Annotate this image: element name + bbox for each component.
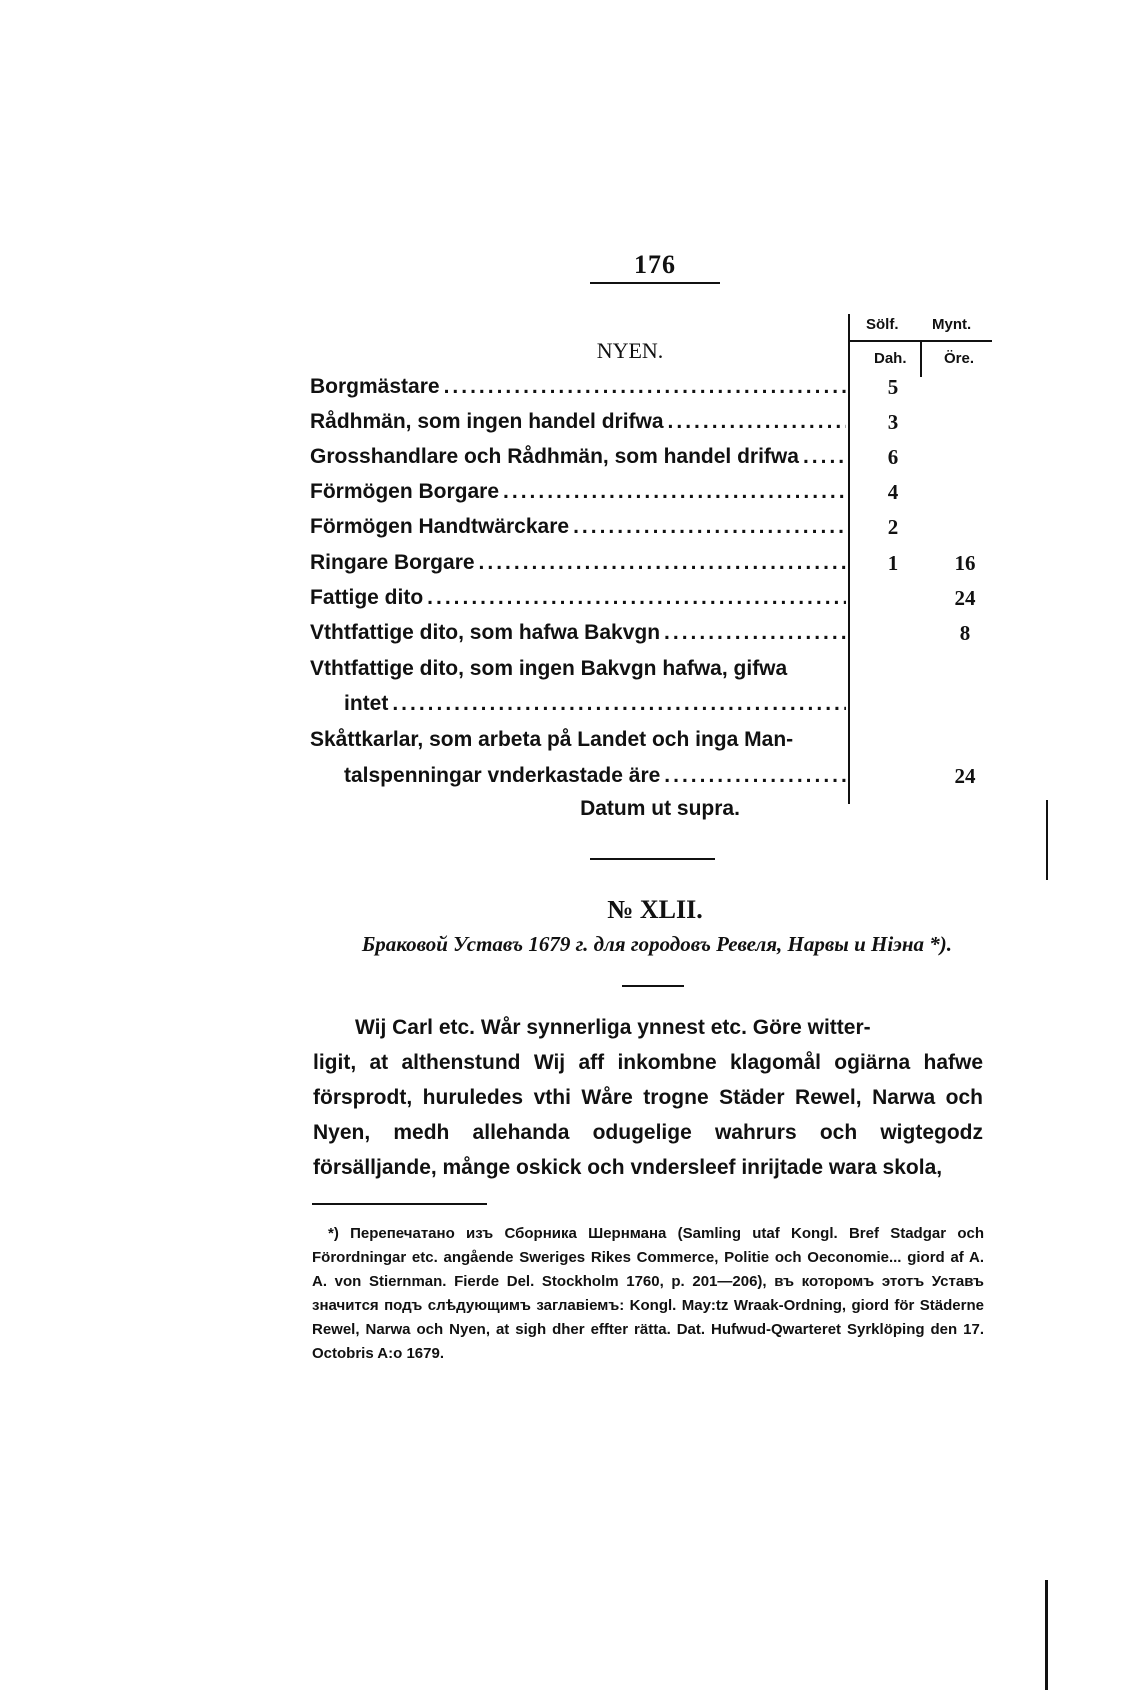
body-paragraph: ligit, at althenstund Wij aff inkombne klagomål ogiärna hafwe försprodt, huruledes vthi Wåre trogne Städer Rewel, Narwa och Nyen, medh allehanda odugelige wahrurs och wigtegodz försälljande, månge oskick och vndersleef inrijtade wara skola, <box>313 1051 983 1179</box>
row-label: intet <box>344 692 389 715</box>
row-label: Skåttkarlar, som arbeta på Landet och inga Man- <box>310 728 794 751</box>
leader-dots <box>664 764 846 788</box>
value-ore: 24 <box>954 764 976 788</box>
body-first-line: Wij Carl etc. Wår synnerliga ynnest etc. Göre witter- <box>355 1016 871 1039</box>
row-label: Rådhmän, som ingen handel drifwa <box>310 410 664 433</box>
datum-line: Datum ut supra. <box>580 797 740 820</box>
scan-edge-mark <box>1045 1580 1048 1690</box>
value-dah: 6 <box>887 445 899 469</box>
value-ore: 8 <box>959 621 971 645</box>
row-label: Borgmästare <box>310 375 440 398</box>
value-dah: 2 <box>887 515 899 539</box>
row-label: Vthtfattige dito, som ingen Bakvgn hafwa, gifwa <box>310 657 788 680</box>
column-divider <box>920 341 922 377</box>
row-label: talspenningar vnderkastade äre <box>344 764 661 787</box>
ledger-row <box>310 515 846 549</box>
leader-dots <box>427 586 846 610</box>
ledger-row <box>310 410 846 444</box>
document-subtitle: Браковой Уставъ 1679 г. для городовъ Ревеля, Нарвы и Ніэна *). <box>361 932 953 956</box>
ledger-row <box>344 764 846 798</box>
row-label: Ringare Borgare <box>310 551 475 574</box>
value-dah: 3 <box>887 410 899 434</box>
header-currency-right: Mynt. <box>932 316 972 333</box>
leader-dots <box>444 375 846 399</box>
leader-dots <box>668 410 846 434</box>
ledger-row <box>310 445 846 479</box>
ledger-row <box>310 657 846 691</box>
ledger-row <box>310 586 846 620</box>
ledger-header-currency <box>860 314 992 340</box>
value-ore: 24 <box>954 586 976 610</box>
ledger-row <box>310 621 846 655</box>
page-number: 176 <box>590 250 720 284</box>
leader-dots <box>803 445 846 469</box>
ledger-row <box>310 480 846 514</box>
header-dah: Dah. <box>874 350 907 367</box>
subtitle-divider <box>622 985 684 987</box>
body-text <box>313 1010 983 1185</box>
ledger-left-rule <box>848 314 850 804</box>
leader-dots <box>479 551 846 575</box>
footnote <box>312 1222 984 1366</box>
row-label: Förmögen Handtwärckare <box>310 515 570 538</box>
scan-edge-mark <box>1046 800 1048 880</box>
row-label: Grosshandlare och Rådhmän, som handel drifwa <box>310 445 799 468</box>
leader-dots <box>573 515 846 539</box>
value-dah: 4 <box>887 480 899 504</box>
leader-dots <box>664 621 846 645</box>
ledger-row <box>310 375 846 409</box>
ledger-row <box>344 692 846 726</box>
ledger-row <box>310 551 846 585</box>
ledger-row <box>310 728 846 762</box>
header-currency-left: Sölf. <box>866 316 899 333</box>
row-label: Fattige dito <box>310 586 424 609</box>
header-ore: Öre. <box>944 350 975 367</box>
row-label: Förmögen Borgare <box>310 480 500 503</box>
value-ore: 16 <box>954 551 976 575</box>
section-title: NYEN. <box>596 338 664 363</box>
footnote-divider <box>312 1203 487 1205</box>
value-dah: 1 <box>887 551 899 575</box>
section-divider <box>590 858 715 860</box>
footnote-text: Перепечатано изъ Сборника Шернмана (Samling utaf Kongl. Bref Stadgar och Förordningar etc. angående Sweriges Rikes Commerce, Politie och Oeconomie... giord af A. A. von Stiernman. Fierde Del. Stockholm 1760, p. 201—206), въ которомъ этотъ Уставъ значится подъ слѣдующимъ заглавіемъ: Kongl. May:tz Wraak-Ordning, giord för Städerne Rewel, Narwa och Nyen, at sigh dher effter rätta. Dat. Hufwud-Qwarteret Syrklöping den 17. Octobris A:o 1679. <box>312 1225 984 1362</box>
footnote-marker: *) <box>328 1225 339 1242</box>
value-dah: 5 <box>887 375 899 399</box>
document-number: № XLII. <box>607 895 703 924</box>
leader-dots <box>503 480 846 504</box>
leader-dots <box>392 692 846 716</box>
row-label: Vthtfattige dito, som hafwa Bakvgn <box>310 621 661 644</box>
